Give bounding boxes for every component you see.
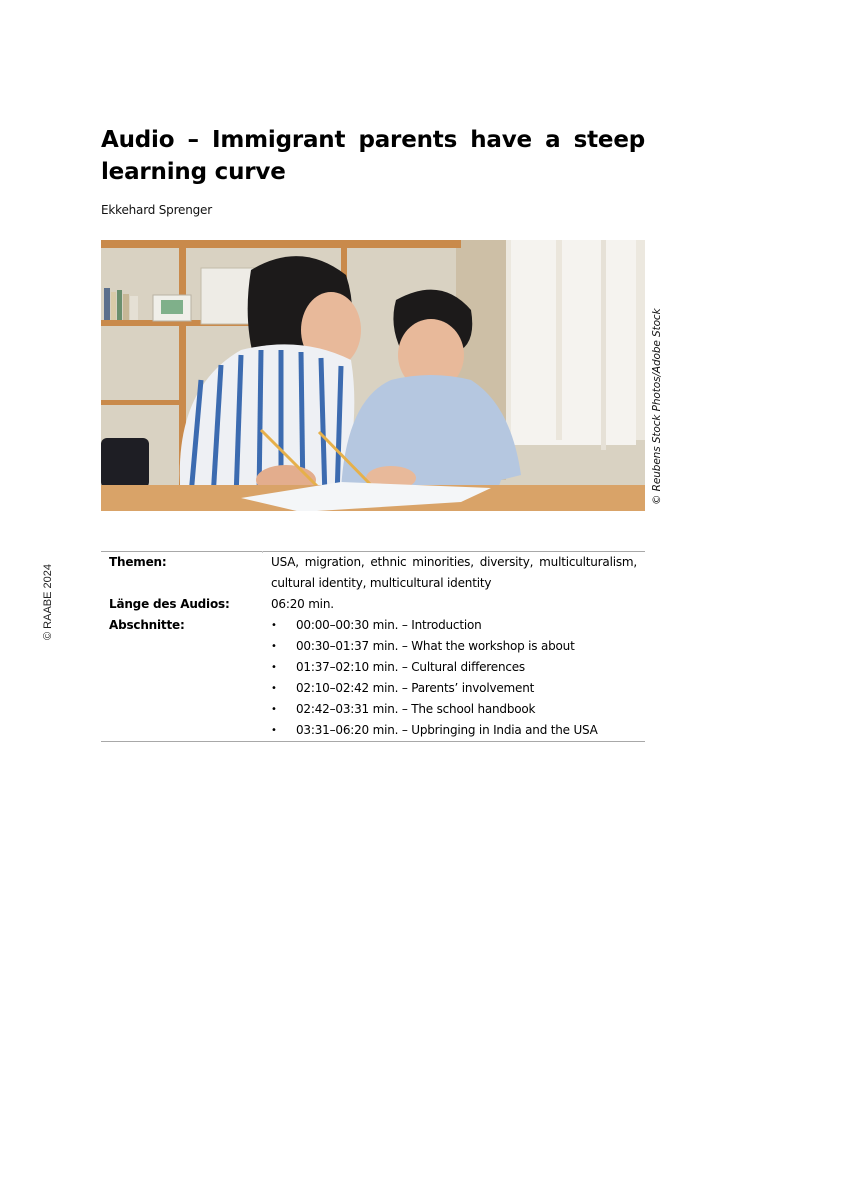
info-row-length (101, 594, 645, 615)
page-title: Audio – Immigrant parents have a steep learning curve (101, 127, 645, 185)
info-label: Abschnitte: (109, 618, 185, 632)
photo-credit: © Reubens Stock Photos/Adobe Stock (651, 308, 663, 505)
bullet-icon: • (271, 683, 277, 694)
list-item (271, 720, 637, 741)
info-row-themes (101, 552, 645, 594)
author-name: Ekkehard Sprenger (101, 203, 212, 217)
section-text: 00:30–01:37 min. – What the workshop is about (296, 639, 575, 653)
list-item (271, 657, 637, 678)
column-divider-tick (262, 551, 263, 553)
list-item (271, 636, 637, 657)
photo-illustration (101, 240, 645, 511)
bullet-icon: • (271, 662, 277, 673)
side-copyright: © RAABE 2024 (42, 564, 54, 640)
bullet-icon: • (271, 620, 277, 631)
list-item (271, 678, 637, 699)
info-label: Länge des Audios: (109, 597, 230, 611)
list-item (271, 615, 637, 636)
sections-list (271, 615, 637, 741)
section-text: 01:37–02:10 min. – Cultural differences (296, 660, 525, 674)
section-text: 02:42–03:31 min. – The school handbook (296, 702, 536, 716)
info-value-length: 06:20 min. (271, 597, 334, 611)
section-text: 02:10–02:42 min. – Parents’ involvement (296, 681, 535, 695)
info-value-sections (271, 615, 645, 741)
list-item (271, 699, 637, 720)
info-value-themes: USA, migration, ethnic minorities, diversity, multiculturalism, cultural identity, multicultural identity (271, 555, 637, 590)
info-table (101, 551, 645, 742)
bullet-icon: • (271, 704, 277, 715)
section-text: 03:31–06:20 min. – Upbringing in India and the USA (296, 723, 598, 737)
section-text: 00:00–00:30 min. – Introduction (296, 618, 482, 632)
info-row-sections (101, 615, 645, 741)
bullet-icon: • (271, 641, 277, 652)
cover-photo (101, 240, 645, 511)
info-label: Themen: (109, 555, 167, 569)
bullet-icon: • (271, 725, 277, 736)
